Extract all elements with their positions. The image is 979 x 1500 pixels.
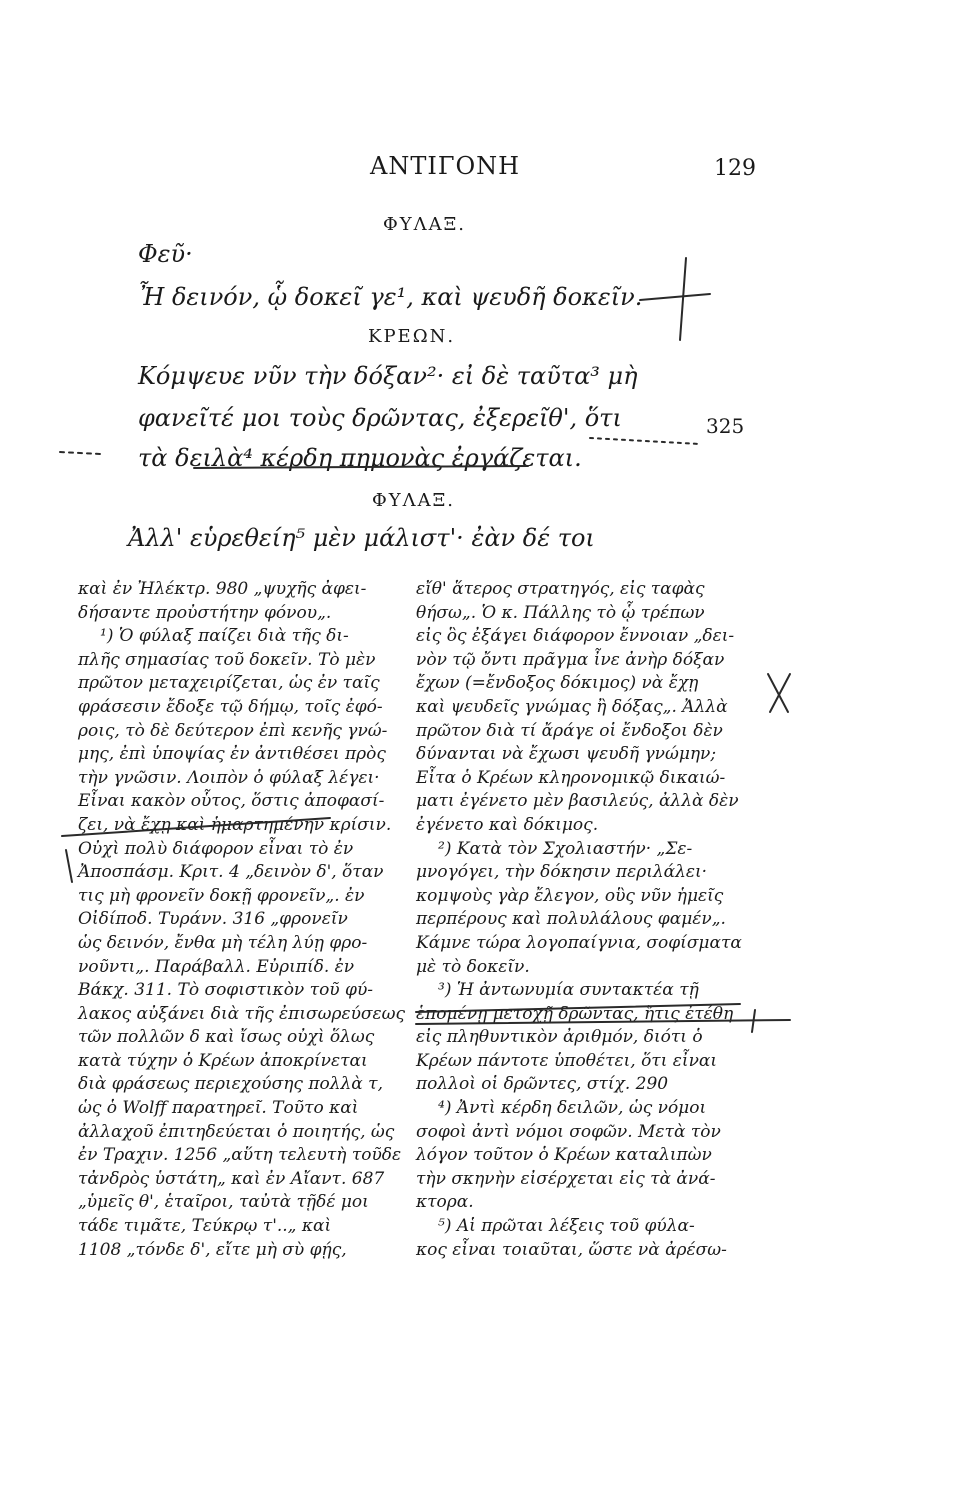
note-underline bbox=[62, 818, 330, 836]
note-line: μης, ἐπὶ ὑποψίας ἐν ἀντιθέσει πρὸς bbox=[78, 744, 386, 765]
note-line: εἰς πληθυντικὸν ἀριθμόν, διότι ὁ bbox=[416, 1027, 703, 1048]
note-line: μνογόγει, τὴν δόκησιν περιλάλει· bbox=[416, 862, 708, 883]
x-mark-stroke bbox=[770, 674, 790, 712]
margin-dash bbox=[60, 452, 100, 454]
note-line: δήσαντε προὐστήτην φόνου„. bbox=[78, 602, 332, 623]
note-line: 1108 „τόνδε δ', εἴτε μὴ σὺ φῄς, bbox=[78, 1239, 347, 1260]
note-line: ὡς δεινόν, ἔνθα μὴ τέλη λύῃ φρο- bbox=[78, 932, 368, 953]
verse-line: Φεῦ· bbox=[138, 240, 193, 268]
note-line: τῶν πολλῶν δ καὶ ἴσως οὐχὶ ὅλως bbox=[78, 1027, 375, 1048]
note-line: ²) Κατὰ τὸν Σχολιαστήν· „Σε- bbox=[438, 838, 693, 859]
speaker-label: ΚΡΕΩΝ. bbox=[368, 326, 456, 347]
verse-line: Κόμψευε νῦν τὴν δόξαν²· εἰ δὲ ταῦτα³ μὴ bbox=[138, 362, 638, 390]
note-line: τις μὴ φρονεῖν δοκῇ φρονεῖν„. ἐν bbox=[78, 885, 365, 906]
margin-cross-stroke bbox=[66, 850, 72, 882]
verse-line: Ἀλλ' εὑρεθείη⁵ μὲν μάλιστ'· ἐὰν δέ τοι bbox=[128, 524, 595, 552]
note-line: καὶ ψευδεῖς γνώμας ἢ δόξας„. Ἀλλὰ bbox=[416, 696, 728, 717]
note-line: τάδε τιμᾶτε, Τεύκρῳ τ'..„ καὶ bbox=[78, 1216, 332, 1237]
running-title: ΑΝΤΙΓΟΝΗ bbox=[370, 152, 521, 180]
note-line: Κάμνε τώρα λογοπαίγνια, σοφίσματα bbox=[416, 932, 742, 953]
note-line: ³) Ἡ ἀντωνυμία συντακτέα τῇ bbox=[438, 980, 699, 1001]
note-line: λόγον τοῦτον ὁ Κρέων καταλιπὼν bbox=[416, 1145, 712, 1166]
line-number: 325 bbox=[706, 414, 745, 438]
note-line: περπέρους καὶ πολυλάλους φαμέν„. bbox=[416, 909, 726, 930]
note-underline bbox=[416, 1020, 790, 1024]
note-line: ⁴) Ἀντὶ κέρδη δειλῶν, ὡς νόμοι bbox=[438, 1098, 707, 1119]
note-line: ματι ἐγένετο μὲν βασιλεύς, ἀλλὰ δὲν bbox=[416, 791, 739, 812]
speaker-label: ΦΥΛΑΞ. bbox=[383, 214, 467, 235]
note-line: λακος αὐξάνει διὰ τῆς ἐπισωρεύσεως bbox=[78, 1003, 406, 1024]
note-line: εἰς ὃς ἐξάγει διάφορον ἔννοιαν „δει- bbox=[416, 626, 735, 647]
note-line: κος εἶναι τοιαῦται, ὥστε νὰ ἀρέσω- bbox=[416, 1239, 727, 1260]
note-line: σοφοὶ ἀντὶ νόμοι σοφῶν. Μετὰ τὸν bbox=[416, 1121, 721, 1142]
note-line: ἀλλαχοῦ ἐπιτηδεύεται ὁ ποιητής, ὡς bbox=[78, 1121, 395, 1142]
note-line: πρῶτον μεταχειρίζεται, ὡς ἐν ταῖς bbox=[78, 673, 380, 694]
cross-mark-stroke bbox=[680, 258, 686, 340]
cross-mark-stroke bbox=[640, 294, 710, 300]
note-line: διὰ φράσεως περιεχούσης πολλὰ τ, bbox=[78, 1074, 383, 1095]
note-line: Βάκχ. 311. Τὸ σοφιστικὸν τοῦ φύ- bbox=[78, 980, 374, 1001]
note-line: ζει, νὰ ἔχῃ καὶ ἡμαρτημένην κρίσιν. bbox=[78, 814, 392, 835]
note-line: Εἶναι κακὸν οὗτος, ὅστις ἀποφασί- bbox=[78, 791, 385, 812]
note-line: ἑπομένῃ μετοχῇ δρῶντας, ἥτις ἐτέθη bbox=[416, 1003, 734, 1024]
note-line: ἐν Τραχιν. 1256 „αὕτη τελευτὴ τοῦδε bbox=[78, 1145, 402, 1166]
page-number: 129 bbox=[714, 156, 756, 181]
note-line: τὴν σκηνὴν εἰσέρχεται εἰς τὰ ἀνά- bbox=[416, 1168, 716, 1189]
note-line: ἔχων (=ἔνδοξος δόκιμος) νὰ ἔχῃ bbox=[416, 673, 699, 694]
note-line: Οἰδίποδ. Τυράνν. 316 „φρονεῖν bbox=[78, 909, 348, 930]
note-line: θήσω„. Ὁ κ. Πάλλης τὸ ᾧ τρέπων bbox=[416, 602, 705, 623]
note-line: μὲ τὸ δοκεῖν. bbox=[416, 956, 530, 977]
note-line: Εἶτα ὁ Κρέων κληρονομικῷ δικαιώ- bbox=[416, 767, 726, 788]
note-line: ἐγένετο καὶ δόκιμος. bbox=[416, 814, 599, 835]
x-mark-stroke bbox=[768, 674, 788, 712]
note-line: ροις, τὸ δὲ δεύτερον ἐπὶ κενῆς γνώ- bbox=[78, 720, 388, 741]
note-underline bbox=[416, 1004, 740, 1012]
verse-line: Ἦ δεινόν, ᾧ δοκεῖ γε¹, καὶ ψευδῆ δοκεῖν. bbox=[138, 283, 643, 311]
note-line: κατὰ τύχην ὁ Κρέων ἀποκρίνεται bbox=[78, 1050, 368, 1071]
margin-dash bbox=[590, 438, 700, 444]
verse-underline bbox=[194, 466, 528, 468]
note-line: νὸν τῷ ὄντι πρᾶγμα ἶνε ἀνὴρ δόξαν bbox=[416, 649, 725, 670]
verse-line: τὰ δειλὰ⁴ κέρδη πημονὰς ἐργάζεται. bbox=[138, 444, 582, 472]
note-line: πολλοὶ οἱ δρῶντες, στίχ. 290 bbox=[416, 1074, 669, 1095]
note-line: φράσεσιν ἔδοξε τῷ δήμῳ, τοῖς ἐφό- bbox=[78, 696, 383, 717]
note-line: ¹) Ὁ φύλαξ παίζει διὰ τῆς δι- bbox=[100, 626, 349, 647]
note-line: ὡς ὁ Wolff παρατηρεῖ. Τοῦτο καὶ bbox=[78, 1098, 359, 1119]
note-line: καὶ ἐν Ἠλέκτρ. 980 „ψυχῆς ἀφει- bbox=[78, 579, 367, 599]
note-line: „ὑμεῖς θ', ἑταῖροι, ταὐτὰ τῇδέ μοι bbox=[78, 1192, 369, 1213]
note-line: τἀνδρὸς ὑστάτη„ καὶ ἐν Αἴαντ. 687 bbox=[78, 1168, 385, 1189]
verse-line: φανεῖτέ μοι τοὺς δρῶντας, ἐξερεῖθ', ὅτι bbox=[138, 404, 622, 432]
note-line: νοῦντι„. Παράβαλλ. Εὐριπίδ. ἐν bbox=[78, 956, 355, 977]
note-line: πλῆς σημασίας τοῦ δοκεῖν. Τὸ μὲν bbox=[78, 649, 376, 670]
note-line: Κρέων πάντοτε ὑποθέτει, ὅτι εἶναι bbox=[416, 1050, 718, 1071]
note-line: ⁵) Αἱ πρῶται λέξεις τοῦ φύλα- bbox=[438, 1216, 695, 1237]
note-line: κομψοὺς γὰρ ἔλεγον, οὓς νῦν ἡμεῖς bbox=[416, 885, 724, 906]
note-line: Ἀποσπάσμ. Κριτ. 4 „δεινὸν δ', ὅταν bbox=[78, 862, 384, 883]
note-line: τὴν γνῶσιν. Λοιπὸν ὁ φύλαξ λέγει· bbox=[78, 767, 380, 788]
note-line: κτορα. bbox=[416, 1192, 474, 1213]
note-line: πρῶτον διὰ τί ἄράγε οἱ ἔνδοξοι δὲν bbox=[416, 720, 723, 741]
note-line: Οὐχὶ πολὺ διάφορον εἶναι τὸ ἐν bbox=[78, 838, 354, 859]
note-line: εἴθ' ἅτερος στρατηγός, εἰς ταφὰς bbox=[416, 579, 705, 599]
note-line: δύνανται νὰ ἔχωσι ψευδῆ γνώμην; bbox=[416, 744, 717, 765]
speaker-label: ΦΥΛΑΞ. bbox=[372, 490, 456, 511]
